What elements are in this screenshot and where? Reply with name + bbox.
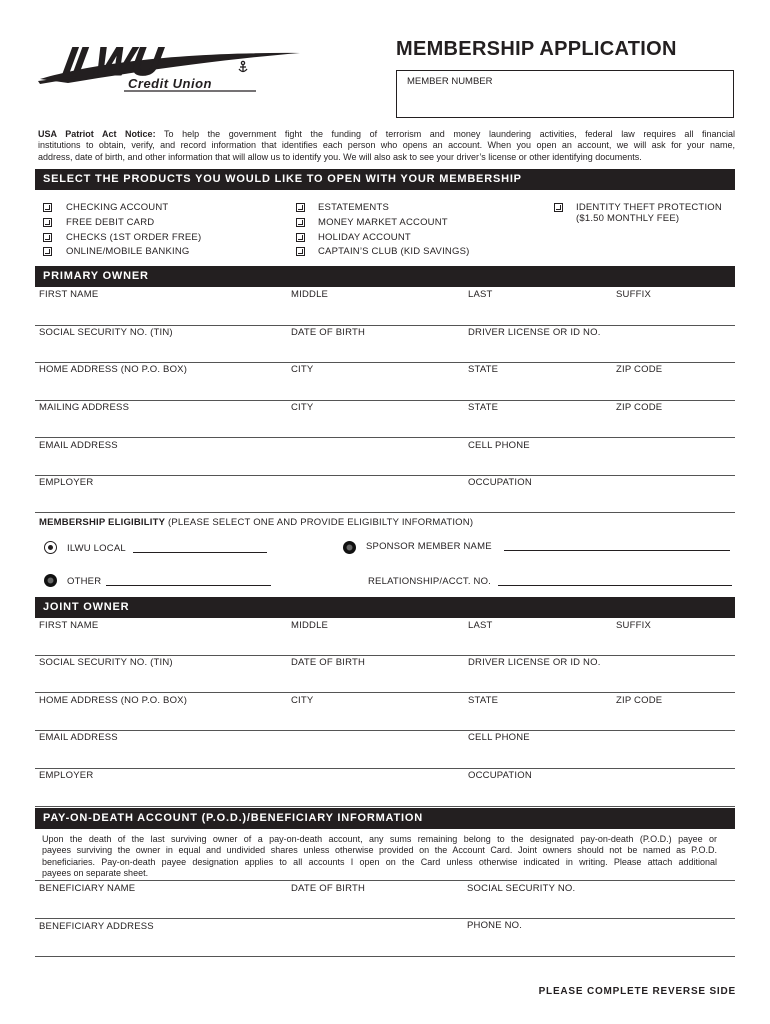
anchor-icon — [239, 61, 247, 72]
checkbox-debit[interactable] — [43, 218, 52, 227]
divider — [35, 325, 735, 326]
primary-home-address-field[interactable]: HOME ADDRESS (NO P.O. BOX) — [39, 364, 188, 375]
product-checking: CHECKING ACCOUNT — [66, 202, 169, 213]
checkbox-checking[interactable] — [43, 203, 52, 212]
pod-line-1: Upon the death of the last surviving owner of a pay-on-death account, any sums remaining belong to the designated pay-on-death (P.O.D.) payee or — [42, 834, 717, 844]
member-number-label: MEMBER NUMBER — [407, 76, 493, 87]
joint-employer-field[interactable]: EMPLOYER — [39, 770, 94, 781]
product-identity-theft: IDENTITY THEFT PROTECTION — [576, 202, 722, 213]
pod-heading: PAY-ON-DEATH ACCOUNT (P.O.D.)/BENEFICIARY INFORMATION — [35, 808, 735, 829]
pod-line-4: payees on separate sheet. — [42, 868, 149, 879]
beneficiary-address-field[interactable]: BENEFICIARY ADDRESS — [39, 921, 154, 932]
ilwu-local-input[interactable] — [133, 552, 267, 553]
product-identity-theft-fee: ($1.50 MONTHLY FEE) — [576, 213, 680, 224]
radio-sponsor[interactable] — [343, 541, 356, 554]
pod-description — [42, 834, 717, 880]
divider — [35, 400, 735, 401]
other-input[interactable] — [106, 585, 271, 586]
product-debit: FREE DEBIT CARD — [66, 217, 155, 228]
checkbox-checks[interactable] — [43, 233, 52, 242]
patriot-notice — [38, 129, 735, 163]
divider — [35, 475, 735, 476]
page-title: MEMBERSHIP APPLICATION — [396, 38, 677, 60]
checkbox-online[interactable] — [43, 247, 52, 256]
divider — [35, 512, 735, 513]
divider — [35, 730, 735, 731]
primary-last-field[interactable]: LAST — [468, 289, 493, 300]
logo — [38, 40, 303, 96]
joint-owner-heading: JOINT OWNER — [35, 597, 735, 618]
relationship-input[interactable] — [498, 585, 732, 586]
joint-state-field[interactable]: STATE — [468, 695, 499, 706]
footer-note: PLEASE COMPLETE REVERSE SIDE — [538, 986, 736, 997]
divider — [35, 918, 735, 919]
joint-occupation-field[interactable]: OCCUPATION — [468, 770, 532, 781]
sponsor-label: SPONSOR MEMBER NAME — [366, 541, 492, 552]
radio-ilwu-local[interactable] — [44, 541, 57, 554]
checkbox-captains-club[interactable] — [296, 247, 305, 256]
patriot-line-3: address, date of birth, and other information that will allow us to identify you. We will also ask to see your driver’s license or other identifying documents. — [38, 151, 642, 162]
primary-owner-heading: PRIMARY OWNER — [35, 266, 735, 287]
primary-zip-field[interactable]: ZIP CODE — [616, 364, 663, 375]
checkbox-estatements[interactable] — [296, 203, 305, 212]
product-captains-club: CAPTAIN’S CLUB (KID SAVINGS) — [318, 246, 470, 257]
other-label: OTHER — [67, 576, 102, 587]
checkbox-identity-theft[interactable] — [554, 203, 563, 212]
ilwu-local-label: ILWU LOCAL — [67, 543, 126, 554]
divider — [35, 768, 735, 769]
relationship-label: RELATIONSHIP/ACCT. NO. — [368, 576, 491, 587]
logo-tagline: Credit Union — [128, 76, 212, 91]
joint-zip-field[interactable]: ZIP CODE — [616, 695, 663, 706]
primary-occupation-field[interactable]: OCCUPATION — [468, 477, 532, 488]
primary-city-field[interactable]: CITY — [291, 364, 314, 375]
beneficiary-name-field[interactable]: BENEFICIARY NAME — [39, 883, 136, 894]
joint-email-field[interactable]: EMAIL ADDRESS — [39, 732, 118, 743]
primary-mailing-address-field[interactable]: MAILING ADDRESS — [39, 402, 130, 413]
member-number-box[interactable] — [396, 70, 734, 118]
primary-dl-field[interactable]: DRIVER LICENSE OR ID NO. — [468, 327, 601, 338]
primary-mailing-state-field[interactable]: STATE — [468, 402, 499, 413]
divider — [35, 880, 735, 881]
eligibility-heading-rest: (PLEASE SELECT ONE AND PROVIDE ELIGIBILTY INFORMATION) — [168, 517, 474, 528]
joint-first-name-field[interactable]: FIRST NAME — [39, 620, 99, 631]
patriot-heading: USA Patriot Act Notice: — [38, 129, 156, 139]
primary-mailing-city-field[interactable]: CITY — [291, 402, 314, 413]
patriot-line-1: To help the government fight the funding of terrorism and money laundering activities, federal law requires all financial — [164, 129, 736, 139]
divider — [35, 806, 735, 807]
divider — [35, 437, 735, 438]
primary-mailing-zip-field[interactable]: ZIP CODE — [616, 402, 663, 413]
primary-suffix-field[interactable]: SUFFIX — [616, 289, 651, 300]
divider — [35, 655, 735, 656]
primary-employer-field[interactable]: EMPLOYER — [39, 477, 94, 488]
primary-state-field[interactable]: STATE — [468, 364, 499, 375]
joint-last-field[interactable]: LAST — [468, 620, 493, 631]
eligibility-heading — [39, 517, 473, 528]
primary-middle-field[interactable]: MIDDLE — [291, 289, 329, 300]
joint-city-field[interactable]: CITY — [291, 695, 314, 706]
pod-line-3: beneficiaries. Pay-on-death payee designation applies to all accounts I open on the Card unless otherwise indicated in writing. Please attach additional — [42, 856, 717, 867]
product-checks: CHECKS (1ST ORDER FREE) — [66, 232, 202, 243]
joint-suffix-field[interactable]: SUFFIX — [616, 620, 651, 631]
primary-dob-field[interactable]: DATE OF BIRTH — [291, 327, 366, 338]
patriot-line-2: institutions to obtain, verify, and record information that identifies each person who opens an account. When you open an account, we will ask for your name, — [38, 140, 735, 151]
product-money-market: MONEY MARKET ACCOUNT — [318, 217, 448, 228]
joint-dob-field[interactable]: DATE OF BIRTH — [291, 657, 366, 668]
joint-cell-field[interactable]: CELL PHONE — [468, 732, 530, 743]
beneficiary-phone-field[interactable]: PHONE NO. — [467, 920, 523, 931]
primary-first-name-field[interactable]: FIRST NAME — [39, 289, 99, 300]
checkbox-money-market[interactable] — [296, 218, 305, 227]
sponsor-input[interactable] — [504, 550, 730, 551]
divider — [35, 362, 735, 363]
divider — [35, 692, 735, 693]
product-online: ONLINE/MOBILE BANKING — [66, 246, 190, 257]
eligibility-heading-bold: MEMBERSHIP ELIGIBILITY — [39, 517, 166, 528]
primary-email-field[interactable]: EMAIL ADDRESS — [39, 440, 118, 451]
joint-home-address-field[interactable]: HOME ADDRESS (NO P.O. BOX) — [39, 695, 188, 706]
joint-ssn-field[interactable]: SOCIAL SECURITY NO. (TIN) — [39, 657, 173, 668]
logo-name: ILWU — [60, 40, 164, 84]
primary-ssn-field[interactable]: SOCIAL SECURITY NO. (TIN) — [39, 327, 173, 338]
product-estatements: ESTATEMENTS — [318, 202, 389, 213]
beneficiary-ssn-field[interactable]: SOCIAL SECURITY NO. — [467, 883, 576, 894]
product-holiday: HOLIDAY ACCOUNT — [318, 232, 411, 243]
checkbox-holiday[interactable] — [296, 233, 305, 242]
beneficiary-dob-field[interactable]: DATE OF BIRTH — [291, 883, 366, 894]
primary-cell-field[interactable]: CELL PHONE — [468, 440, 530, 451]
divider — [35, 956, 735, 957]
products-heading: SELECT THE PRODUCTS YOU WOULD LIKE TO OPEN WITH YOUR MEMBERSHIP — [35, 169, 735, 190]
joint-middle-field[interactable]: MIDDLE — [291, 620, 329, 631]
joint-dl-field[interactable]: DRIVER LICENSE OR ID NO. — [468, 657, 601, 668]
radio-other[interactable] — [44, 574, 57, 587]
pod-line-2: payees surviving the owner in equal and undivided shares unless otherwise provided on the Account Card. Joint owners should not be named as P.O.D. — [42, 845, 717, 856]
